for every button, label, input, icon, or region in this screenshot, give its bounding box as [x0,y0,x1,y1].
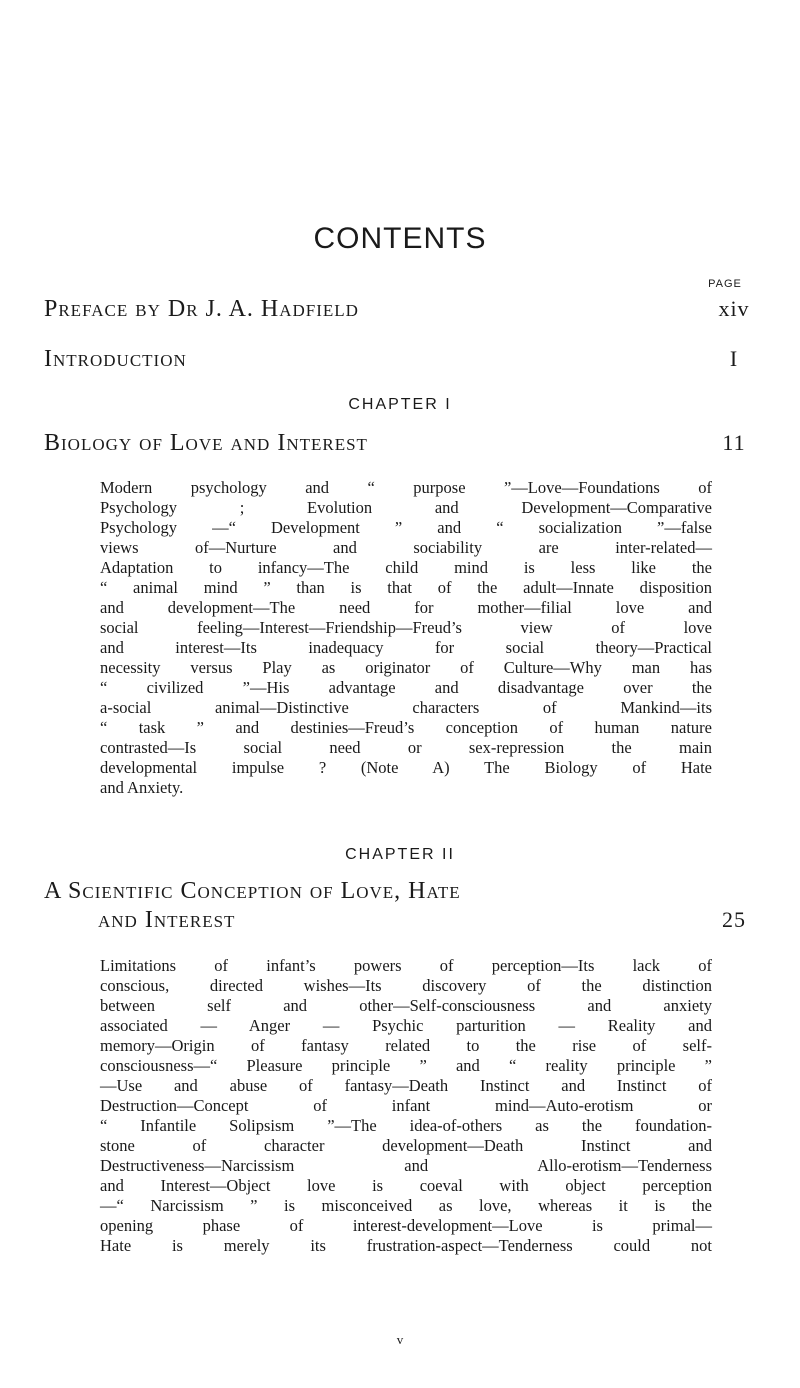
chapter-1-title: Biology of Love and Interest [44,430,368,456]
chapter-2-title-line2: and Interest [98,907,236,933]
summary-line: —Use and abuse of fantasy—Death Instinct and Instinct of [100,1076,712,1095]
summary-line: and development—The need for mother—filial love and [100,598,712,617]
summary-line: opening phase of interest-development—Love is primal— [100,1216,712,1235]
page-column-label: PAGE [708,278,742,290]
toc-entry-introduction[interactable] [44,346,764,373]
summary-line: a-social animal—Distinctive characters of Mankind—its [100,698,712,717]
summary-line: —“ Narcissism ” is misconceived as love, whereas it is the [100,1196,712,1215]
chapter-2-label: CHAPTER II [345,846,455,863]
page-number: v [396,1332,404,1347]
summary-line: stone of character development—Death Instinct and [100,1136,712,1155]
summary-line: “ animal mind ” than is that of the adult—Innate disposition [100,578,712,597]
summary-line: views of—Nurture and sociability are inter-related— [100,538,712,557]
summary-line: Adaptation to infancy—The child mind is less like the [100,558,712,577]
chapter-1-label: CHAPTER I [348,396,452,413]
summary-line: “ civilized ”—His advantage and disadvantage over the [100,678,712,697]
summary-line: and Anxiety. [100,778,184,797]
toc-entry-page: xiv [718,296,750,321]
toc-entry-title: Preface by Dr J. A. Hadfield [44,296,359,322]
summary-line: conscious, directed wishes—Its discovery of the distinction [100,976,712,995]
chapter-1-summary [100,478,712,798]
summary-line: and interest—Its inadequacy for social theory—Practical [100,638,712,657]
summary-line: “ task ” and destinies—Freud’s conception of human nature [100,718,712,737]
toc-entry-chapter-1[interactable] [44,430,764,457]
summary-line: between self and other—Self-consciousness and anxiety [100,996,712,1015]
summary-line: developmental impulse ? (Note A) The Biology of Hate [100,758,712,777]
summary-line: necessity versus Play as originator of Culture—Why man has [100,658,712,677]
summary-line: social feeling—Interest—Friendship—Freud’s view of love [100,618,712,637]
chapter-1-page: 11 [722,430,746,455]
summary-line: memory—Origin of fantasy related to the rise of self- [100,1036,712,1055]
chapter-2-summary [100,956,712,1256]
summary-line: “ Infantile Solipsism ”—The idea-of-others as the foundation- [100,1116,712,1135]
summary-line: Psychology ; Evolution and Development—Comparative [100,498,712,517]
summary-line: associated — Anger — Psychic parturition — Reality and [100,1016,712,1035]
page-title: CONTENTS [313,222,487,255]
summary-line: Hate is merely its frustration-aspect—Tenderness could not [100,1236,712,1255]
toc-entry-title: Introduction [44,346,187,372]
chapter-2-page: 25 [722,907,746,932]
toc-entry-preface[interactable] [44,296,764,323]
summary-line: consciousness—“ Pleasure principle ” and “ reality principle ” [100,1056,712,1075]
chapter-2-title-line1: A Scientific Conception of Love, Hate [44,878,461,904]
summary-line: Psychology —“ Development ” and “ socialization ”—false [100,518,712,537]
summary-line: Limitations of infant’s powers of perception—Its lack of [100,956,712,975]
toc-entry-page: I [729,346,739,371]
summary-line: contrasted—Is social need or sex-repression the main [100,738,712,757]
summary-line: Destructiveness—Narcissism and Allo-erotism—Tenderness [100,1156,712,1175]
summary-line: Modern psychology and “ purpose ”—Love—Foundations of [100,478,712,497]
summary-line: Destruction—Concept of infant mind—Auto-erotism or [100,1096,712,1115]
summary-line: and Interest—Object love is coeval with object perception [100,1176,712,1195]
toc-entry-chapter-2[interactable] [44,878,764,934]
